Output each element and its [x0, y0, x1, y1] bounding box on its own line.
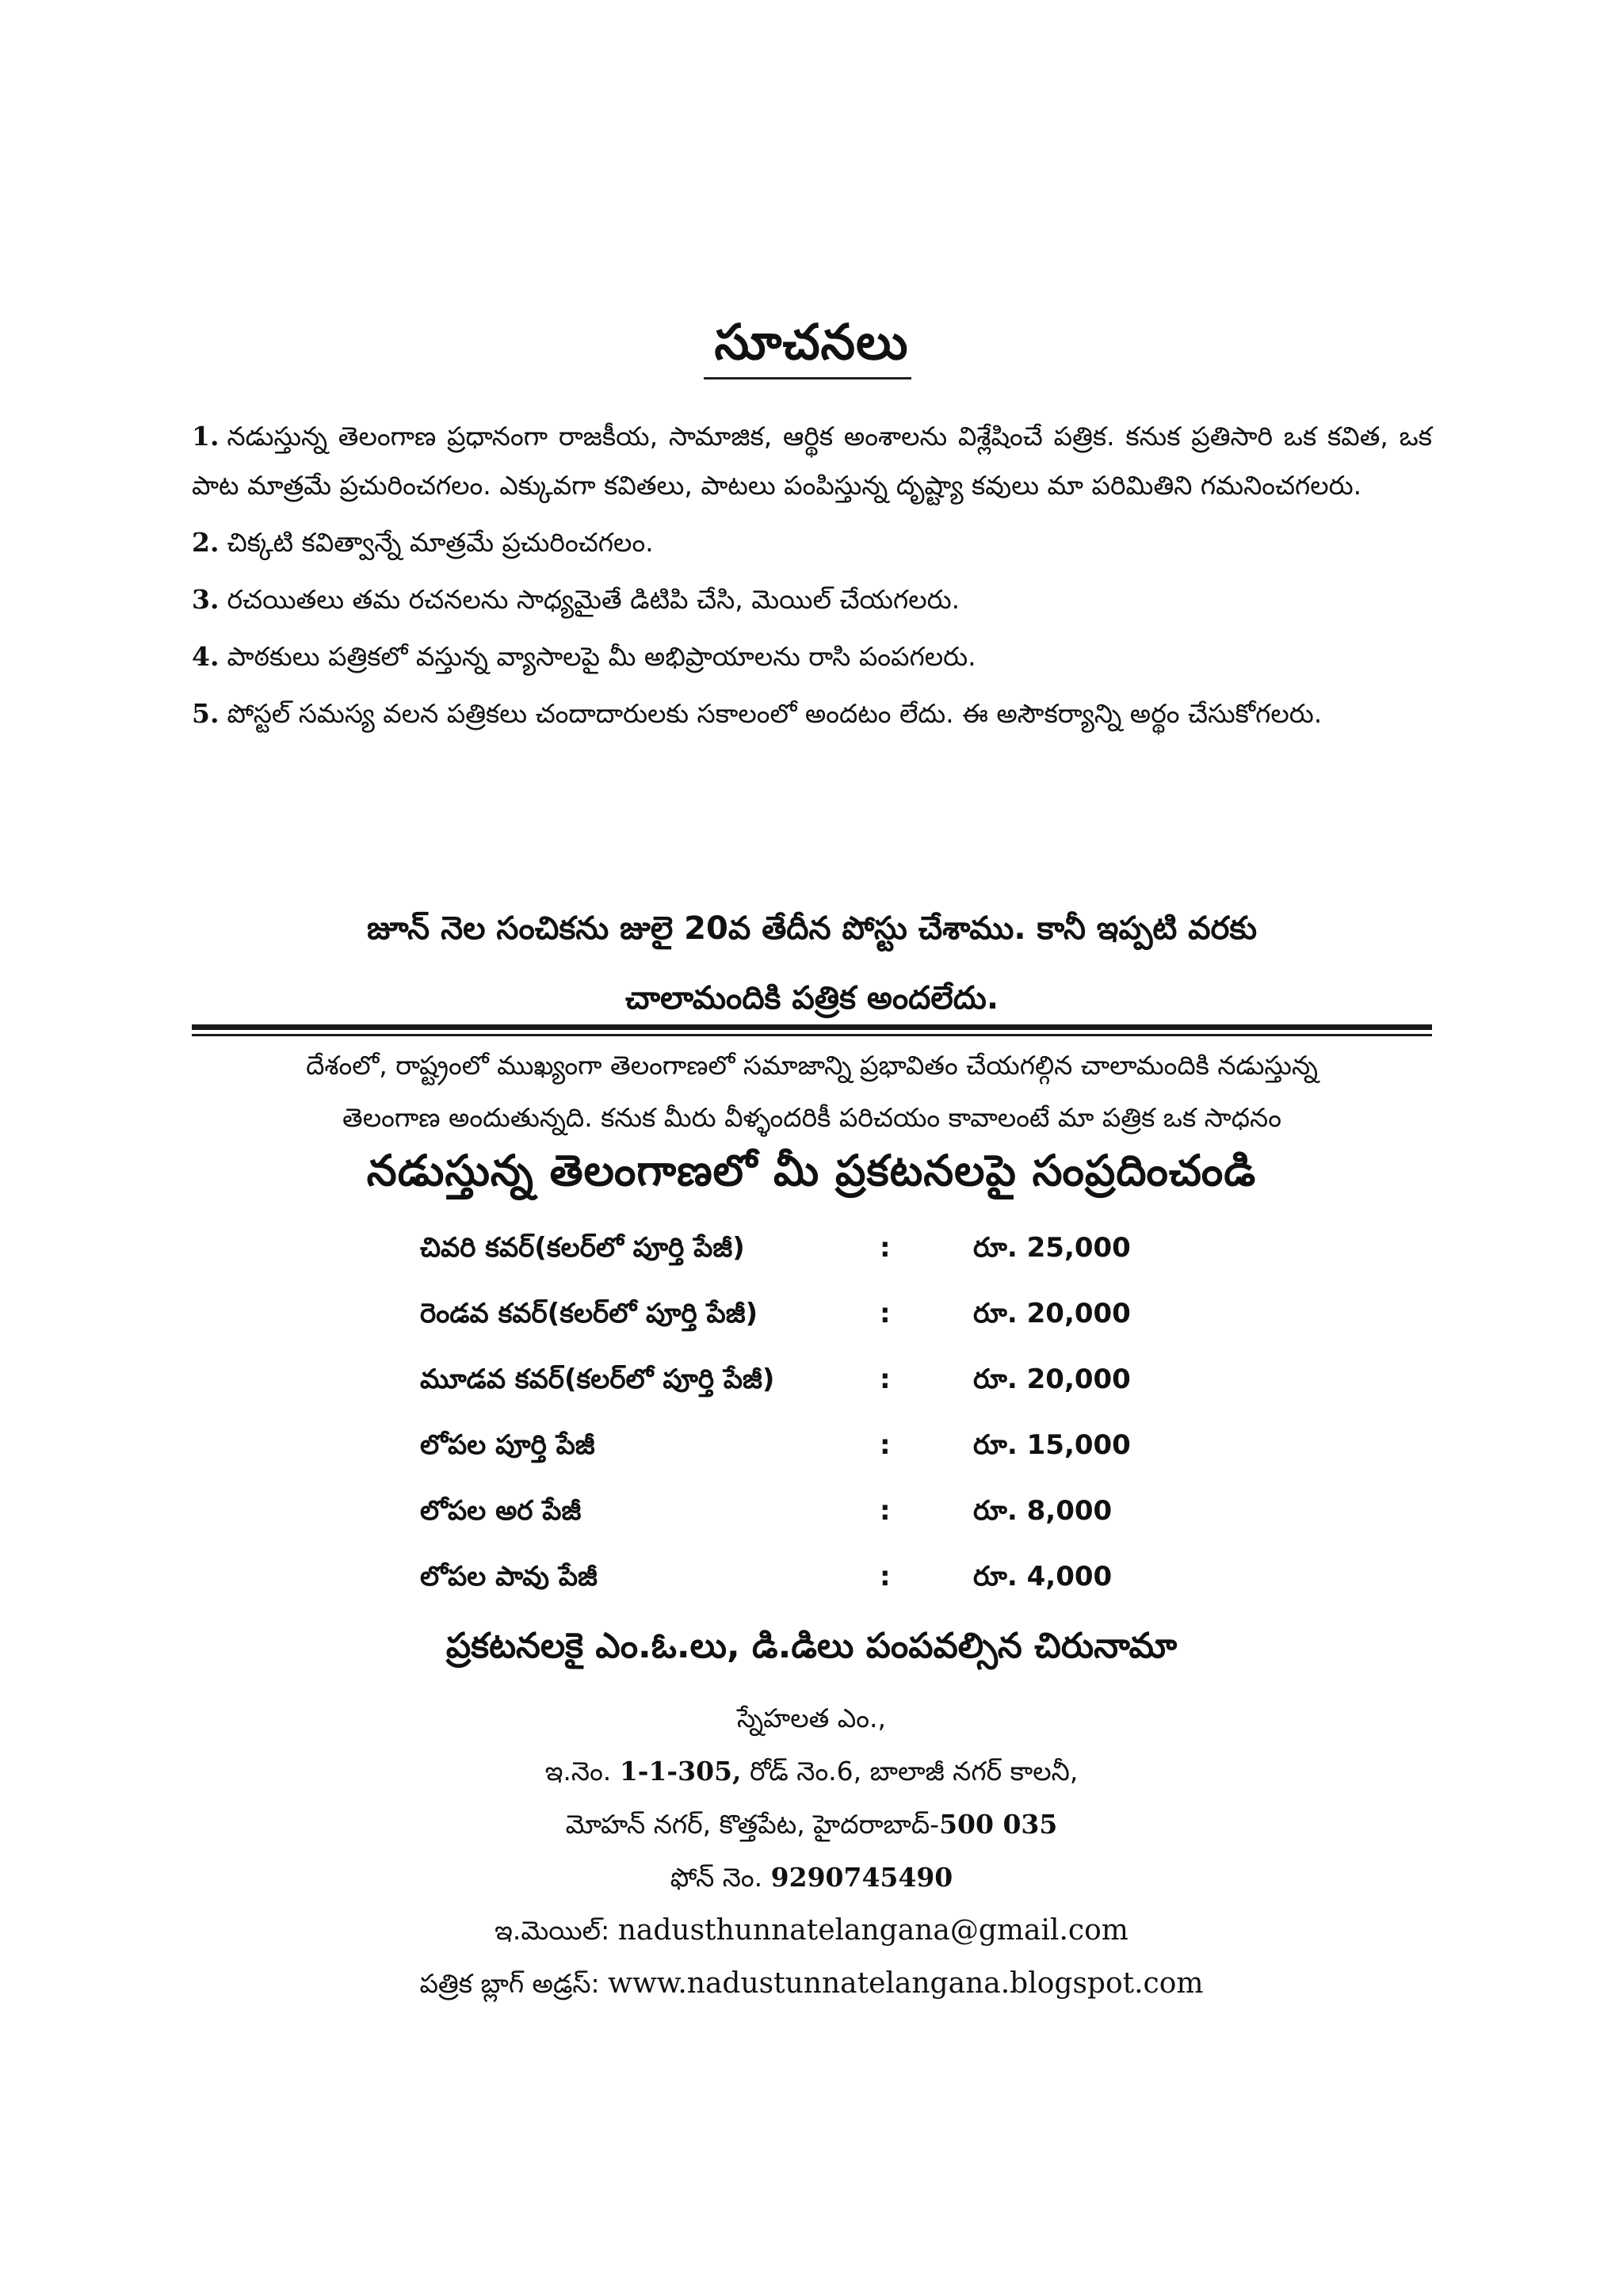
rate-label: లోపల అర పేజీ [420, 1495, 582, 1527]
note-text: నడుస్తున్న తెలంగాణ ప్రధానంగా రాజకీయ, సామాజిక, ఆర్థిక అంశాలను విశ్లేషించే పత్రిక. కనుక ప్రతిసారి ఒక కవిత, ఒక పాట మాత్రమే ప్రచురించగలం. ఎక్కువగా కవితలు, పాటలు పంపిస్తున్న దృష్ట్యా కవులు మా పరిమితిని గమనించగలరు. [192, 421, 1432, 501]
email-label: ఇ.మెయిల్: [495, 1915, 610, 1946]
note-text: పోస్టల్ సమస్య వలన పత్రికలు చందాదారులకు సకాలంలో అందటం లేదు. ఈ అసౌకర్యాన్ని అర్థం చేసుకోగలరు. [227, 698, 1323, 729]
city-text: మోహన్ నగర్, కొత్తపేట, హైదరాబాద్- [565, 1809, 940, 1840]
note-number: 3. [192, 584, 220, 615]
blog-line [0, 1957, 1623, 2010]
notes-list [192, 412, 1432, 746]
promo-line: తెలంగాణ అందుతున్నది. కనుక మీరు వీళ్ళందరికీ పరిచయం కావాలంటే మా పత్రిక ఒక సాధనం [342, 1102, 1281, 1133]
rate-separator: : [880, 1363, 891, 1395]
blog-url: www.nadustunnatelangana.blogspot.com [608, 1967, 1204, 2000]
rate-row [420, 1298, 1212, 1363]
rate-label: రెండవ కవర్(కలర్‌లో పూర్తి పేజీ) [420, 1298, 758, 1329]
pin-code: 500 035 [939, 1809, 1058, 1840]
rate-separator: : [880, 1232, 891, 1264]
blog-label: పత్రిక బ్లాగ్ అడ్రస్: [419, 1968, 600, 1999]
section-divider [192, 1024, 1432, 1036]
divider-thin-line [192, 1034, 1432, 1036]
note-number: 4. [192, 641, 220, 672]
rate-price: రూ. 20,000 [973, 1363, 1131, 1395]
phone-number: 9290745490 [770, 1862, 953, 1893]
note-text: చిక్కటి కవిత్వాన్నే మాత్రమే ప్రచురించగలం. [227, 527, 654, 558]
rate-price: రూ. 15,000 [973, 1429, 1131, 1461]
rate-row [420, 1429, 1212, 1495]
rate-label: చివరి కవర్(కలర్‌లో పూర్తి పేజీ) [420, 1232, 745, 1264]
note-item [192, 518, 1432, 567]
email-address: nadusthunnatelangana@gmail.com [617, 1914, 1128, 1947]
rate-price: రూ. 4,000 [973, 1561, 1113, 1592]
rate-price: రూ. 20,000 [973, 1298, 1131, 1329]
note-text: పాఠకులు పత్రికలో వస్తున్న వ్యాసాలపై మీ అభిప్రాయాలను రాసి పంపగలరు. [227, 641, 976, 672]
divider-thick-line [192, 1024, 1432, 1030]
rate-separator: : [880, 1429, 891, 1461]
house-number-label: ఇ.నెం. [544, 1756, 612, 1787]
rate-price: రూ. 8,000 [973, 1495, 1113, 1527]
rate-separator: : [880, 1495, 891, 1527]
note-item [192, 412, 1432, 510]
page-title: సూచనలు [714, 313, 909, 371]
june-notice-line: జూన్ నెల సంచికను జులై 20వ తేదీన పోస్టు చేశాము. కానీ ఇప్పటి వరకు [366, 910, 1258, 947]
note-text: రచయితలు తమ రచనలను సాధ్యమైతే డిటిపి చేసి, మెయిల్ చేయగలరు. [227, 584, 960, 615]
note-item [192, 689, 1432, 738]
ad-rates-table [420, 1232, 1212, 1627]
rate-separator: : [880, 1298, 891, 1329]
email-line [0, 1904, 1623, 1957]
rate-row [420, 1363, 1212, 1429]
address-heading: ప్రకటనలకై ఎం.ఓ.లు, డి.డిలు పంపవల్సిన చిరునామా [445, 1626, 1178, 1666]
rate-price: రూ. 25,000 [973, 1232, 1131, 1264]
note-number: 1. [192, 421, 220, 452]
rate-row [420, 1232, 1212, 1298]
postal-address [0, 1691, 1623, 2010]
note-item [192, 575, 1432, 624]
june-issue-notice [192, 894, 1432, 1033]
rate-row [420, 1495, 1212, 1561]
address-name: స్నేహలత ఎం., [737, 1703, 886, 1733]
rate-label: మూడవ కవర్(కలర్‌లో పూర్తి పేజీ) [420, 1363, 775, 1395]
rate-separator: : [880, 1561, 891, 1592]
address-line-1 [0, 1745, 1623, 1798]
address-line-2 [0, 1798, 1623, 1851]
june-notice-line: చాలామందికి పత్రిక అందలేదు. [624, 980, 999, 1016]
rate-row [420, 1561, 1212, 1627]
house-number: 1-1-305, [619, 1756, 742, 1787]
advertise-headline: నడుస్తున్న తెలంగాణలో మీ ప్రకటనలపై సంప్రదించండి [366, 1146, 1257, 1196]
phone-line [0, 1851, 1623, 1904]
title-underline [704, 377, 911, 379]
note-number: 2. [192, 527, 220, 558]
phone-label: ఫోన్ నెం. [670, 1862, 763, 1893]
street-text: రోడ్ నెం.6, బాలాజీ నగర్ కాలనీ, [750, 1756, 1079, 1787]
promo-text [192, 1039, 1432, 1144]
promo-line: దేశంలో, రాష్ట్రంలో ముఖ్యంగా తెలంగాణలో సమాజాన్ని ప్రభావితం చేయగల్గిన చాలామందికి నడుస్తున్న [306, 1050, 1318, 1081]
rate-label: లోపల పావు పేజీ [420, 1561, 598, 1592]
rate-label: లోపల పూర్తి పేజీ [420, 1429, 595, 1461]
note-number: 5. [192, 698, 220, 729]
note-item [192, 632, 1432, 681]
